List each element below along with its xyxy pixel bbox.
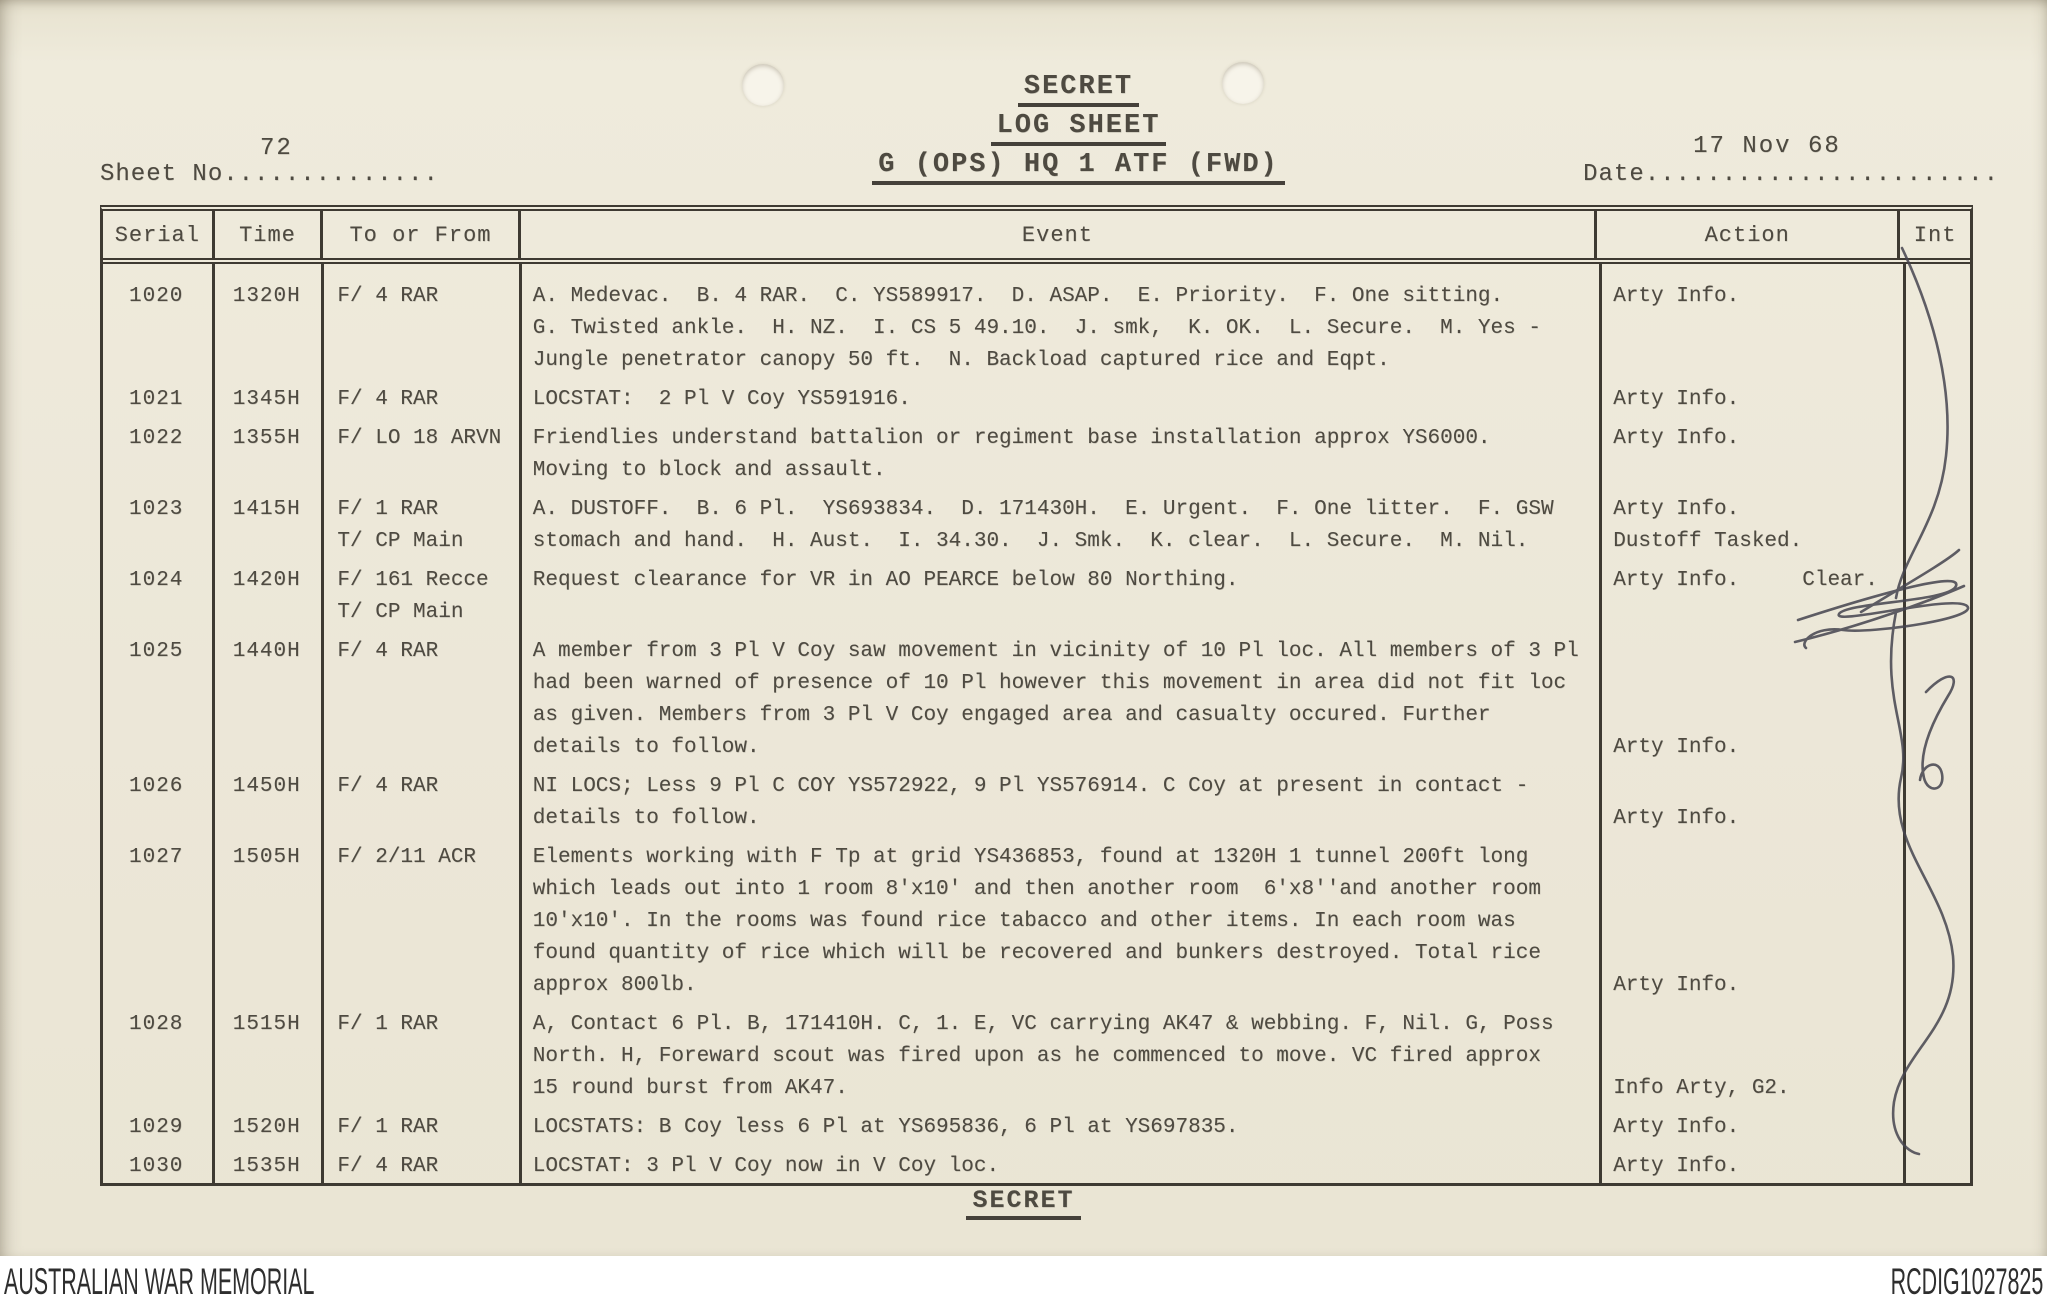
row-int [1900,423,1970,487]
row-to-or-from-line: F/ 1 RAR [337,1116,439,1139]
table-row [103,636,1970,764]
column-divider [321,264,324,1183]
row-serial [103,565,215,629]
table-body [103,264,1970,1183]
table-row [103,565,1970,629]
row-serial [103,384,215,416]
row-time [215,281,324,377]
row-event-line: LOCSTAT: 2 Pl V Coy YS591916. [532,388,911,411]
row-event [521,423,1597,487]
row-time [215,842,324,1002]
column-header-event: Event [521,211,1598,258]
row-time [215,1151,324,1183]
row-to-or-from-line: F/ 4 RAR [337,640,439,663]
table-row [103,1151,1970,1183]
row-to-or-from [323,842,520,1002]
row-serial [103,636,215,764]
row-time [215,1009,324,1105]
row-action [1597,771,1900,835]
row-event-line: A. DUSTOFF. B. 6 Pl. YS693834. D. 171430H. E. Urgent. F. One litter. F. GSW [532,498,1554,521]
row-to-or-from [323,494,520,558]
row-time [215,494,324,558]
row-event [521,636,1597,764]
row-time [215,565,324,629]
row-to-or-from-line: F/ 2/11 ACR [337,846,477,869]
row-time-line: 1505H [232,846,301,869]
row-serial [103,842,215,1002]
archive-bar [0,1256,2047,1308]
row-time [215,636,324,764]
row-to-or-from [323,636,520,764]
row-serial [103,494,215,558]
row-int [1900,636,1970,764]
row-to-or-from-line: F/ LO 18 ARVN [337,427,502,450]
row-event [521,1009,1597,1105]
table-row [103,494,1970,558]
classification-footer: SECRET [966,1186,1080,1220]
row-serial [103,771,215,835]
table-row [103,423,1970,487]
row-serial-line: 1030 [129,1155,184,1178]
row-action-line: Dustoff Tasked. [1613,530,1803,553]
log-table [100,205,1973,1186]
row-serial [103,423,215,487]
row-event-line: A member from 3 Pl V Coy saw movement in vicinity of 10 Pl loc. All members of 3 Pl [532,640,1579,663]
row-serial [103,281,215,377]
table-row [103,842,1970,1002]
row-action [1597,1151,1900,1183]
row-action [1597,384,1900,416]
column-header-action: Action [1597,211,1900,258]
row-action-line: Arty Info. [1613,498,1740,521]
row-event [521,494,1597,558]
row-action [1597,636,1900,764]
table-row [103,771,1970,835]
row-event-line: details to follow. [532,736,760,759]
row-to-or-from-line: F/ 1 RAR [337,1013,439,1036]
table-row [103,1009,1970,1105]
row-int [1900,494,1970,558]
row-time [215,771,324,835]
date-field [1583,133,1999,188]
row-action [1597,423,1900,487]
row-serial-line: 1026 [129,775,184,798]
row-int [1900,771,1970,835]
row-serial [103,1112,215,1144]
row-action-line: Arty Info. [1613,974,1740,997]
row-time-line: 1355H [232,427,301,450]
row-to-or-from-line: F/ 161 Recce [337,569,489,592]
row-event-line: details to follow. [532,807,760,830]
row-event-line: North. H, Foreward scout was fired upon as he commenced to move. VC fired approx [532,1045,1541,1068]
row-time-line: 1440H [232,640,301,663]
row-event-line: found quantity of rice which will be recovered and bunkers destroyed. Total rice [532,942,1541,965]
row-time-line: 1415H [232,498,301,521]
row-action-line: Arty Info. [1613,285,1740,308]
row-event [521,1112,1597,1144]
row-action-line: Arty Info. [1613,807,1740,830]
row-int [1900,281,1970,377]
row-serial-line: 1025 [129,640,184,663]
row-event [521,281,1597,377]
row-serial-line: 1023 [129,498,184,521]
row-serial-line: 1021 [129,388,184,411]
row-int [1900,842,1970,1002]
table-row [103,1112,1970,1144]
row-event-line: stomach and hand. H. Aust. I. 34.30. J. Smk. K. clear. L. Secure. M. Nil. [532,530,1529,553]
row-to-or-from [323,771,520,835]
row-event-line: G. Twisted ankle. H. NZ. I. CS 5 49.10. J. smk, K. OK. L. Secure. M. Yes - [532,317,1541,340]
row-to-or-from-line: F/ 4 RAR [337,775,439,798]
row-to-or-from [323,384,520,416]
row-event [521,565,1597,629]
row-event-line: as given. Members from 3 Pl V Coy engaged area and casualty occured. Further [532,704,1491,727]
date-dotted-leader: ....................... [1644,161,1999,188]
row-serial [103,1151,215,1183]
row-to-or-from [323,1112,520,1144]
row-to-or-from [323,423,520,487]
row-event-line: had been warned of presence of 10 Pl however this movement in area did not fit loc [532,672,1567,695]
row-to-or-from [323,281,520,377]
row-event-line: A. Medevac. B. 4 RAR. C. YS589917. D. ASAP. E. Priority. F. One sitting. [532,285,1504,308]
row-event-line: Jungle penetrator canopy 50 ft. N. Backload captured rice and Eqpt. [532,349,1390,372]
row-to-or-from [323,1009,520,1105]
row-event-line: which leads out into 1 room 8'x10' and then another room 6'x8''and another room [532,878,1541,901]
row-action [1597,565,1900,629]
row-action-line: Arty Info. Clear. [1613,569,1878,592]
footer-classification-block [0,1186,2047,1224]
row-action [1597,1112,1900,1144]
doc-type-title: LOG SHEET [991,111,1167,146]
row-event-line: Friendlies understand battalion or regiment base installation approx YS6000. [532,427,1491,450]
table-row [103,384,1970,416]
column-header-time: Time [215,211,324,258]
row-serial [103,1009,215,1105]
sheet-no-dotted-leader: .............. [223,161,439,188]
row-int [1900,1009,1970,1105]
row-to-or-from-line: F/ 4 RAR [337,388,439,411]
row-action-line: Arty Info. [1613,1116,1740,1139]
classification-header: SECRET [1018,72,1139,107]
row-action [1597,1009,1900,1105]
row-event [521,842,1597,1002]
table-header-row [103,211,1970,264]
row-serial-line: 1024 [129,569,184,592]
row-serial-line: 1027 [129,846,184,869]
row-event [521,384,1597,416]
row-time-line: 1450H [232,775,301,798]
column-divider [1903,264,1906,1183]
row-int [1900,384,1970,416]
row-to-or-from [323,565,520,629]
row-int [1900,565,1970,629]
sheet-no-value: 72 [260,135,293,162]
column-divider [1599,264,1602,1183]
column-header-to-or-from: To or From [323,211,520,258]
row-time-line: 1515H [232,1013,301,1036]
row-action-line: Info Arty, G2. [1613,1077,1790,1100]
row-event-line: approx 800lb. [532,974,697,997]
row-action [1597,494,1900,558]
row-serial-line: 1022 [129,427,184,450]
archive-source-label: AUSTRALIAN WAR MEMORIAL [4,1261,315,1302]
meta-row [100,128,1999,188]
row-to-or-from-line: T/ CP Main [337,601,464,624]
row-action [1597,842,1900,1002]
row-event-line: Moving to block and assault. [532,459,886,482]
row-int [1900,1151,1970,1183]
date-label: Date [1583,161,1645,188]
row-time [215,384,324,416]
row-event-line: 10'x10'. In the rooms was found rice tabacco and other items. In each room was [532,910,1516,933]
row-serial-line: 1020 [129,285,184,308]
row-to-or-from-line: F/ 4 RAR [337,1155,439,1178]
row-action [1597,281,1900,377]
table-row [103,281,1970,377]
column-header-serial: Serial [103,211,215,258]
row-event-line: LOCSTATS: B Coy less 6 Pl at YS695836, 6 Pl at YS697835. [532,1116,1239,1139]
column-divider [212,264,215,1183]
row-to-or-from-line: F/ 4 RAR [337,285,439,308]
sheet-no-field [100,135,439,188]
row-time-line: 1535H [232,1155,301,1178]
row-event [521,1151,1597,1183]
column-divider [519,264,522,1183]
date-value: 17 Nov 68 [1693,133,1841,160]
row-event-line: Elements working with F Tp at grid YS436853, found at 1320H 1 tunnel 200ft long [532,846,1529,869]
unit-title: G (OPS) HQ 1 ATF (FWD) [872,150,1284,185]
row-event-line: 15 round burst from AK47. [532,1077,848,1100]
sheet-no-label: Sheet No [100,161,224,188]
row-time-line: 1320H [232,285,301,308]
row-time-line: 1520H [232,1116,301,1139]
row-event-line: LOCSTAT: 3 Pl V Coy now in V Coy loc. [532,1155,1000,1178]
row-to-or-from-line: F/ 1 RAR [337,498,439,521]
column-header-int: Int [1913,223,1957,248]
row-event [521,771,1597,835]
row-event-line: Request clearance for VR in AO PEARCE below 80 Northing. [532,569,1239,592]
row-time [215,423,324,487]
row-time-line: 1345H [232,388,301,411]
archive-id-label: RCDIG1027825 [1890,1261,2043,1302]
row-to-or-from-line: T/ CP Main [337,530,464,553]
row-event-line: NI LOCS; Less 9 Pl C COY YS572922, 9 Pl YS576914. C Coy at present in contact - [532,775,1529,798]
row-action-line: Arty Info. [1613,1155,1740,1178]
row-time [215,1112,324,1144]
row-action-line: Arty Info. [1613,427,1740,450]
row-serial-line: 1028 [129,1013,184,1036]
row-to-or-from [323,1151,520,1183]
row-serial-line: 1029 [129,1116,184,1139]
row-time-line: 1420H [232,569,301,592]
row-action-line: Arty Info. [1613,388,1740,411]
row-event-line: A, Contact 6 Pl. B, 171410H. C, 1. E, VC carrying AK47 & webbing. F, Nil. G, Poss [532,1013,1554,1036]
row-action-line: Arty Info. [1613,736,1740,759]
row-int [1900,1112,1970,1144]
